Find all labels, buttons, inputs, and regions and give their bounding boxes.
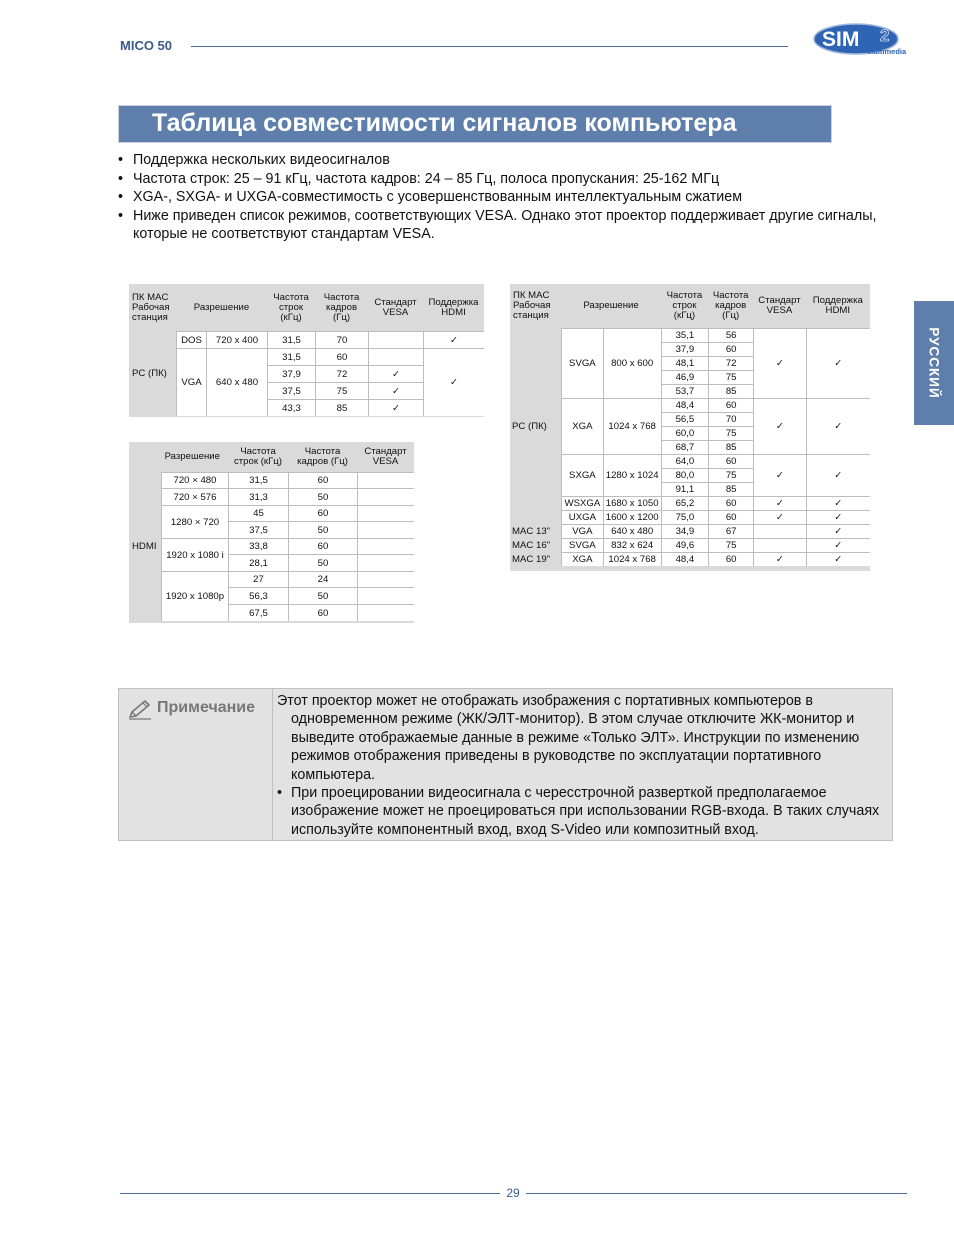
hfreq-cell: 56,5 <box>661 412 708 426</box>
check-icon: ✓ <box>806 328 870 398</box>
hfreq-cell: 56,3 <box>228 587 288 604</box>
hfreq-cell: 34,9 <box>661 524 708 538</box>
resolution-cell: 832 x 624 <box>603 538 661 552</box>
note-label-cell <box>119 689 273 840</box>
vfreq-cell: 60 <box>288 472 357 488</box>
hfreq-cell: 75,0 <box>661 510 708 524</box>
vesa-cell <box>368 348 423 365</box>
group-label: PC (ПК) <box>129 331 176 416</box>
check-icon: ✓ <box>423 331 484 348</box>
hfreq-cell: 37,9 <box>267 365 315 382</box>
header-cell: Частота строк (кГц) <box>228 442 288 472</box>
resolution-cell: 1920 x 1080 i <box>161 538 228 571</box>
vesa-cell <box>357 505 414 521</box>
vfreq-cell: 70 <box>708 412 753 426</box>
hfreq-cell: 65,2 <box>661 496 708 510</box>
vesa-cell <box>357 521 414 538</box>
hfreq-cell: 91,1 <box>661 482 708 496</box>
resolution-cell: 1024 x 768 <box>603 552 661 566</box>
header-cell: Частота кадров (Гц) <box>288 442 357 472</box>
resolution-cell: 1024 x 768 <box>603 398 661 454</box>
note-label: Примечание <box>157 699 256 716</box>
logo-number: 2 <box>880 26 890 45</box>
mode-cell: SXGA <box>561 454 602 496</box>
vfreq-cell: 50 <box>288 554 357 571</box>
check-icon: ✓ <box>368 365 423 382</box>
vfreq-cell: 60 <box>708 510 753 524</box>
hfreq-cell: 67,5 <box>228 604 288 621</box>
header-cell: ПК MAC Рабочая станция <box>129 284 176 331</box>
logo-text: SIM <box>822 28 860 51</box>
list-item: • Частота строк: 25 – 91 кГц, частота кадров: 24 – 85 Гц, полоса пропускания: 25-162 МГц <box>118 170 878 189</box>
check-icon: ✓ <box>806 398 870 454</box>
table-row <box>129 538 414 554</box>
vesa-cell <box>357 472 414 488</box>
note-bullet: • При проецировании видеосигнала с чересстрочной разверткой предполагаемое изображение может не проецироваться при использовании RGB-входа. В таких случаях используйте компонентный вход, вход S-Video или композитный вход. <box>277 784 887 839</box>
check-icon: ✓ <box>753 552 805 566</box>
group-label: HDMI <box>129 472 161 621</box>
mode-cell: SVGA <box>561 538 602 552</box>
header-cell: Частота строк (кГц) <box>267 284 315 331</box>
check-icon: ✓ <box>753 328 805 398</box>
hfreq-cell: 33,8 <box>228 538 288 554</box>
hfreq-cell: 31,5 <box>267 348 315 365</box>
vfreq-cell: 60 <box>288 538 357 554</box>
vfreq-cell: 60 <box>708 454 753 468</box>
list-item: • XGA-, SXGA- и UXGA-совместимость с усовершенствованным интеллектуальным сжатием <box>118 188 878 207</box>
table-row <box>129 505 414 521</box>
footer-rule-left <box>120 1193 500 1194</box>
hfreq-cell: 80,0 <box>661 468 708 482</box>
pc-modes-table-2 <box>510 284 870 571</box>
check-icon: ✓ <box>753 454 805 496</box>
hfreq-cell: 31,3 <box>228 488 288 505</box>
vesa-cell <box>357 571 414 587</box>
mode-cell: VGA <box>176 348 206 416</box>
vfreq-cell: 85 <box>708 384 753 398</box>
group-label: MAC 13" <box>510 524 561 538</box>
check-icon: ✓ <box>753 398 805 454</box>
list-item: • Поддержка нескольких видеосигналов <box>118 151 878 170</box>
vesa-cell <box>357 587 414 604</box>
vfreq-cell: 67 <box>708 524 753 538</box>
vfreq-cell: 75 <box>708 426 753 440</box>
hfreq-cell: 31,5 <box>267 331 315 348</box>
hfreq-cell: 48,1 <box>661 356 708 370</box>
hfreq-cell: 27 <box>228 571 288 587</box>
vfreq-cell: 75 <box>315 382 368 399</box>
header-cell: Разрешение <box>176 284 267 331</box>
hfreq-cell: 68,7 <box>661 440 708 454</box>
hdmi-modes-table <box>129 442 414 623</box>
table-row <box>129 348 484 365</box>
header-cell: Разрешение <box>129 442 228 472</box>
group-label: PC (ПК) <box>510 328 561 524</box>
header-cell: Стандарт VESA <box>357 442 414 472</box>
page-title: Таблица совместимости сигналов компьютера <box>152 109 737 137</box>
table-row <box>129 571 414 587</box>
check-icon: ✓ <box>423 348 484 416</box>
check-icon: ✓ <box>806 496 870 510</box>
vfreq-cell: 56 <box>708 328 753 342</box>
vfreq-cell: 75 <box>708 370 753 384</box>
vfreq-cell: 50 <box>288 521 357 538</box>
group-label: MAC 16" <box>510 538 561 552</box>
table-row <box>510 454 870 468</box>
language-label: РУССКИЙ <box>926 327 942 399</box>
resolution-cell: 1920 x 1080p <box>161 571 228 621</box>
vfreq-cell: 85 <box>708 440 753 454</box>
table-row <box>510 524 870 538</box>
vfreq-cell: 85 <box>315 399 368 416</box>
header-cell: Стандарт VESA <box>753 284 805 328</box>
hfreq-cell: 43,3 <box>267 399 315 416</box>
resolution-cell: 640 x 480 <box>206 348 267 416</box>
mode-cell: XGA <box>561 398 602 454</box>
check-icon: ✓ <box>368 382 423 399</box>
mode-cell: UXGA <box>561 510 602 524</box>
note-box <box>119 689 892 840</box>
header-cell: Частота кадров (Гц) <box>708 284 753 328</box>
check-icon: ✓ <box>806 538 870 552</box>
vesa-cell <box>368 331 423 348</box>
header-cell: Частота строк (кГц) <box>661 284 708 328</box>
page-number: 29 <box>506 1186 520 1200</box>
group-label: MAC 19" <box>510 552 561 566</box>
vfreq-cell: 72 <box>315 365 368 382</box>
hfreq-cell: 48,4 <box>661 552 708 566</box>
resolution-cell: 1280 × 720 <box>161 505 228 538</box>
hfreq-cell: 28,1 <box>228 554 288 571</box>
vfreq-cell: 60 <box>708 552 753 566</box>
vfreq-cell: 85 <box>708 482 753 496</box>
vfreq-cell: 60 <box>288 505 357 521</box>
check-icon: ✓ <box>753 510 805 524</box>
resolution-cell: 1600 x 1200 <box>603 510 661 524</box>
feature-list <box>118 151 878 244</box>
hfreq-cell: 45 <box>228 505 288 521</box>
vesa-cell <box>753 524 805 538</box>
language-tab <box>914 301 954 425</box>
check-icon: ✓ <box>368 399 423 416</box>
table-row <box>510 510 870 524</box>
pencil-icon <box>127 699 153 721</box>
header-rule <box>191 46 788 47</box>
resolution-cell: 720 × 480 <box>161 472 228 488</box>
hfreq-cell: 46,9 <box>661 370 708 384</box>
check-icon: ✓ <box>753 496 805 510</box>
hfreq-cell: 48,4 <box>661 398 708 412</box>
resolution-cell: 720 x 400 <box>206 331 267 348</box>
resolution-cell: 640 x 480 <box>603 524 661 538</box>
list-item: • Ниже приведен список режимов, соответствующих VESA. Однако этот проектор поддерживает другие сигналы, которые не соответствуют стандартам VESA. <box>118 207 878 244</box>
vfreq-cell: 72 <box>708 356 753 370</box>
vfreq-cell: 50 <box>288 587 357 604</box>
resolution-cell: 720 × 576 <box>161 488 228 505</box>
table-row <box>510 496 870 510</box>
pc-modes-table-1 <box>129 284 484 417</box>
mode-cell: XGA <box>561 552 602 566</box>
table-row <box>129 488 414 505</box>
sim2-logo <box>812 19 909 57</box>
hfreq-cell: 31,5 <box>228 472 288 488</box>
vfreq-cell: 50 <box>288 488 357 505</box>
vfreq-cell: 75 <box>708 538 753 552</box>
vesa-cell <box>357 554 414 571</box>
vesa-cell <box>357 488 414 505</box>
header-cell: Поддержка HDMI <box>423 284 484 331</box>
vfreq-cell: 24 <box>288 571 357 587</box>
hfreq-cell: 35,1 <box>661 328 708 342</box>
resolution-cell: 800 x 600 <box>603 328 661 398</box>
table-row <box>129 331 484 348</box>
table-row <box>510 328 870 342</box>
hfreq-cell: 37,5 <box>228 521 288 538</box>
hfreq-cell: 64,0 <box>661 454 708 468</box>
resolution-cell: 1280 x 1024 <box>603 454 661 496</box>
vfreq-cell: 60 <box>708 342 753 356</box>
table-row <box>129 472 414 488</box>
hfreq-cell: 49,6 <box>661 538 708 552</box>
resolution-cell: 1680 x 1050 <box>603 496 661 510</box>
vfreq-cell: 70 <box>315 331 368 348</box>
check-icon: ✓ <box>806 510 870 524</box>
hfreq-cell: 37,9 <box>661 342 708 356</box>
mode-cell: VGA <box>561 524 602 538</box>
hfreq-cell: 60,0 <box>661 426 708 440</box>
vesa-cell <box>357 604 414 621</box>
check-icon: ✓ <box>806 454 870 496</box>
table-row <box>510 398 870 412</box>
mode-cell: SVGA <box>561 328 602 398</box>
check-icon: ✓ <box>806 552 870 566</box>
note-paragraph: Этот проектор может не отображать изображения с портативных компьютеров в одновременном режиме (ЖК/ЭЛТ-монитор). В этом случае отключите ЖК-монитор и выведите отображаемые данные в режиме «Только ЭЛТ». Инструкции по изменению режимов отображения приведены в руководстве по эксплуатации портативного компьютера. <box>277 693 860 783</box>
table-row <box>510 552 870 566</box>
check-icon: ✓ <box>806 524 870 538</box>
header-cell: Разрешение <box>561 284 661 328</box>
hfreq-cell: 53,7 <box>661 384 708 398</box>
vesa-cell <box>357 538 414 554</box>
vesa-cell <box>753 538 805 552</box>
header-cell: Частота кадров (Гц) <box>315 284 368 331</box>
footer-rule-right <box>526 1193 907 1194</box>
header-cell: Поддержка HDMI <box>806 284 870 328</box>
vfreq-cell: 60 <box>315 348 368 365</box>
header-cell: ПК MAC Рабочая станция <box>510 284 561 328</box>
mode-cell: DOS <box>176 331 206 348</box>
vfreq-cell: 75 <box>708 468 753 482</box>
vfreq-cell: 60 <box>708 398 753 412</box>
logo-subtitle: Multimedia <box>867 47 907 56</box>
header-cell: Стандарт VESA <box>368 284 423 331</box>
vfreq-cell: 60 <box>708 496 753 510</box>
mode-cell: WSXGA <box>561 496 602 510</box>
note-text <box>277 692 887 839</box>
table-row <box>510 538 870 552</box>
vfreq-cell: 60 <box>288 604 357 621</box>
hfreq-cell: 37,5 <box>267 382 315 399</box>
page-title-bar <box>119 106 831 142</box>
model-name: MICO 50 <box>120 38 173 53</box>
